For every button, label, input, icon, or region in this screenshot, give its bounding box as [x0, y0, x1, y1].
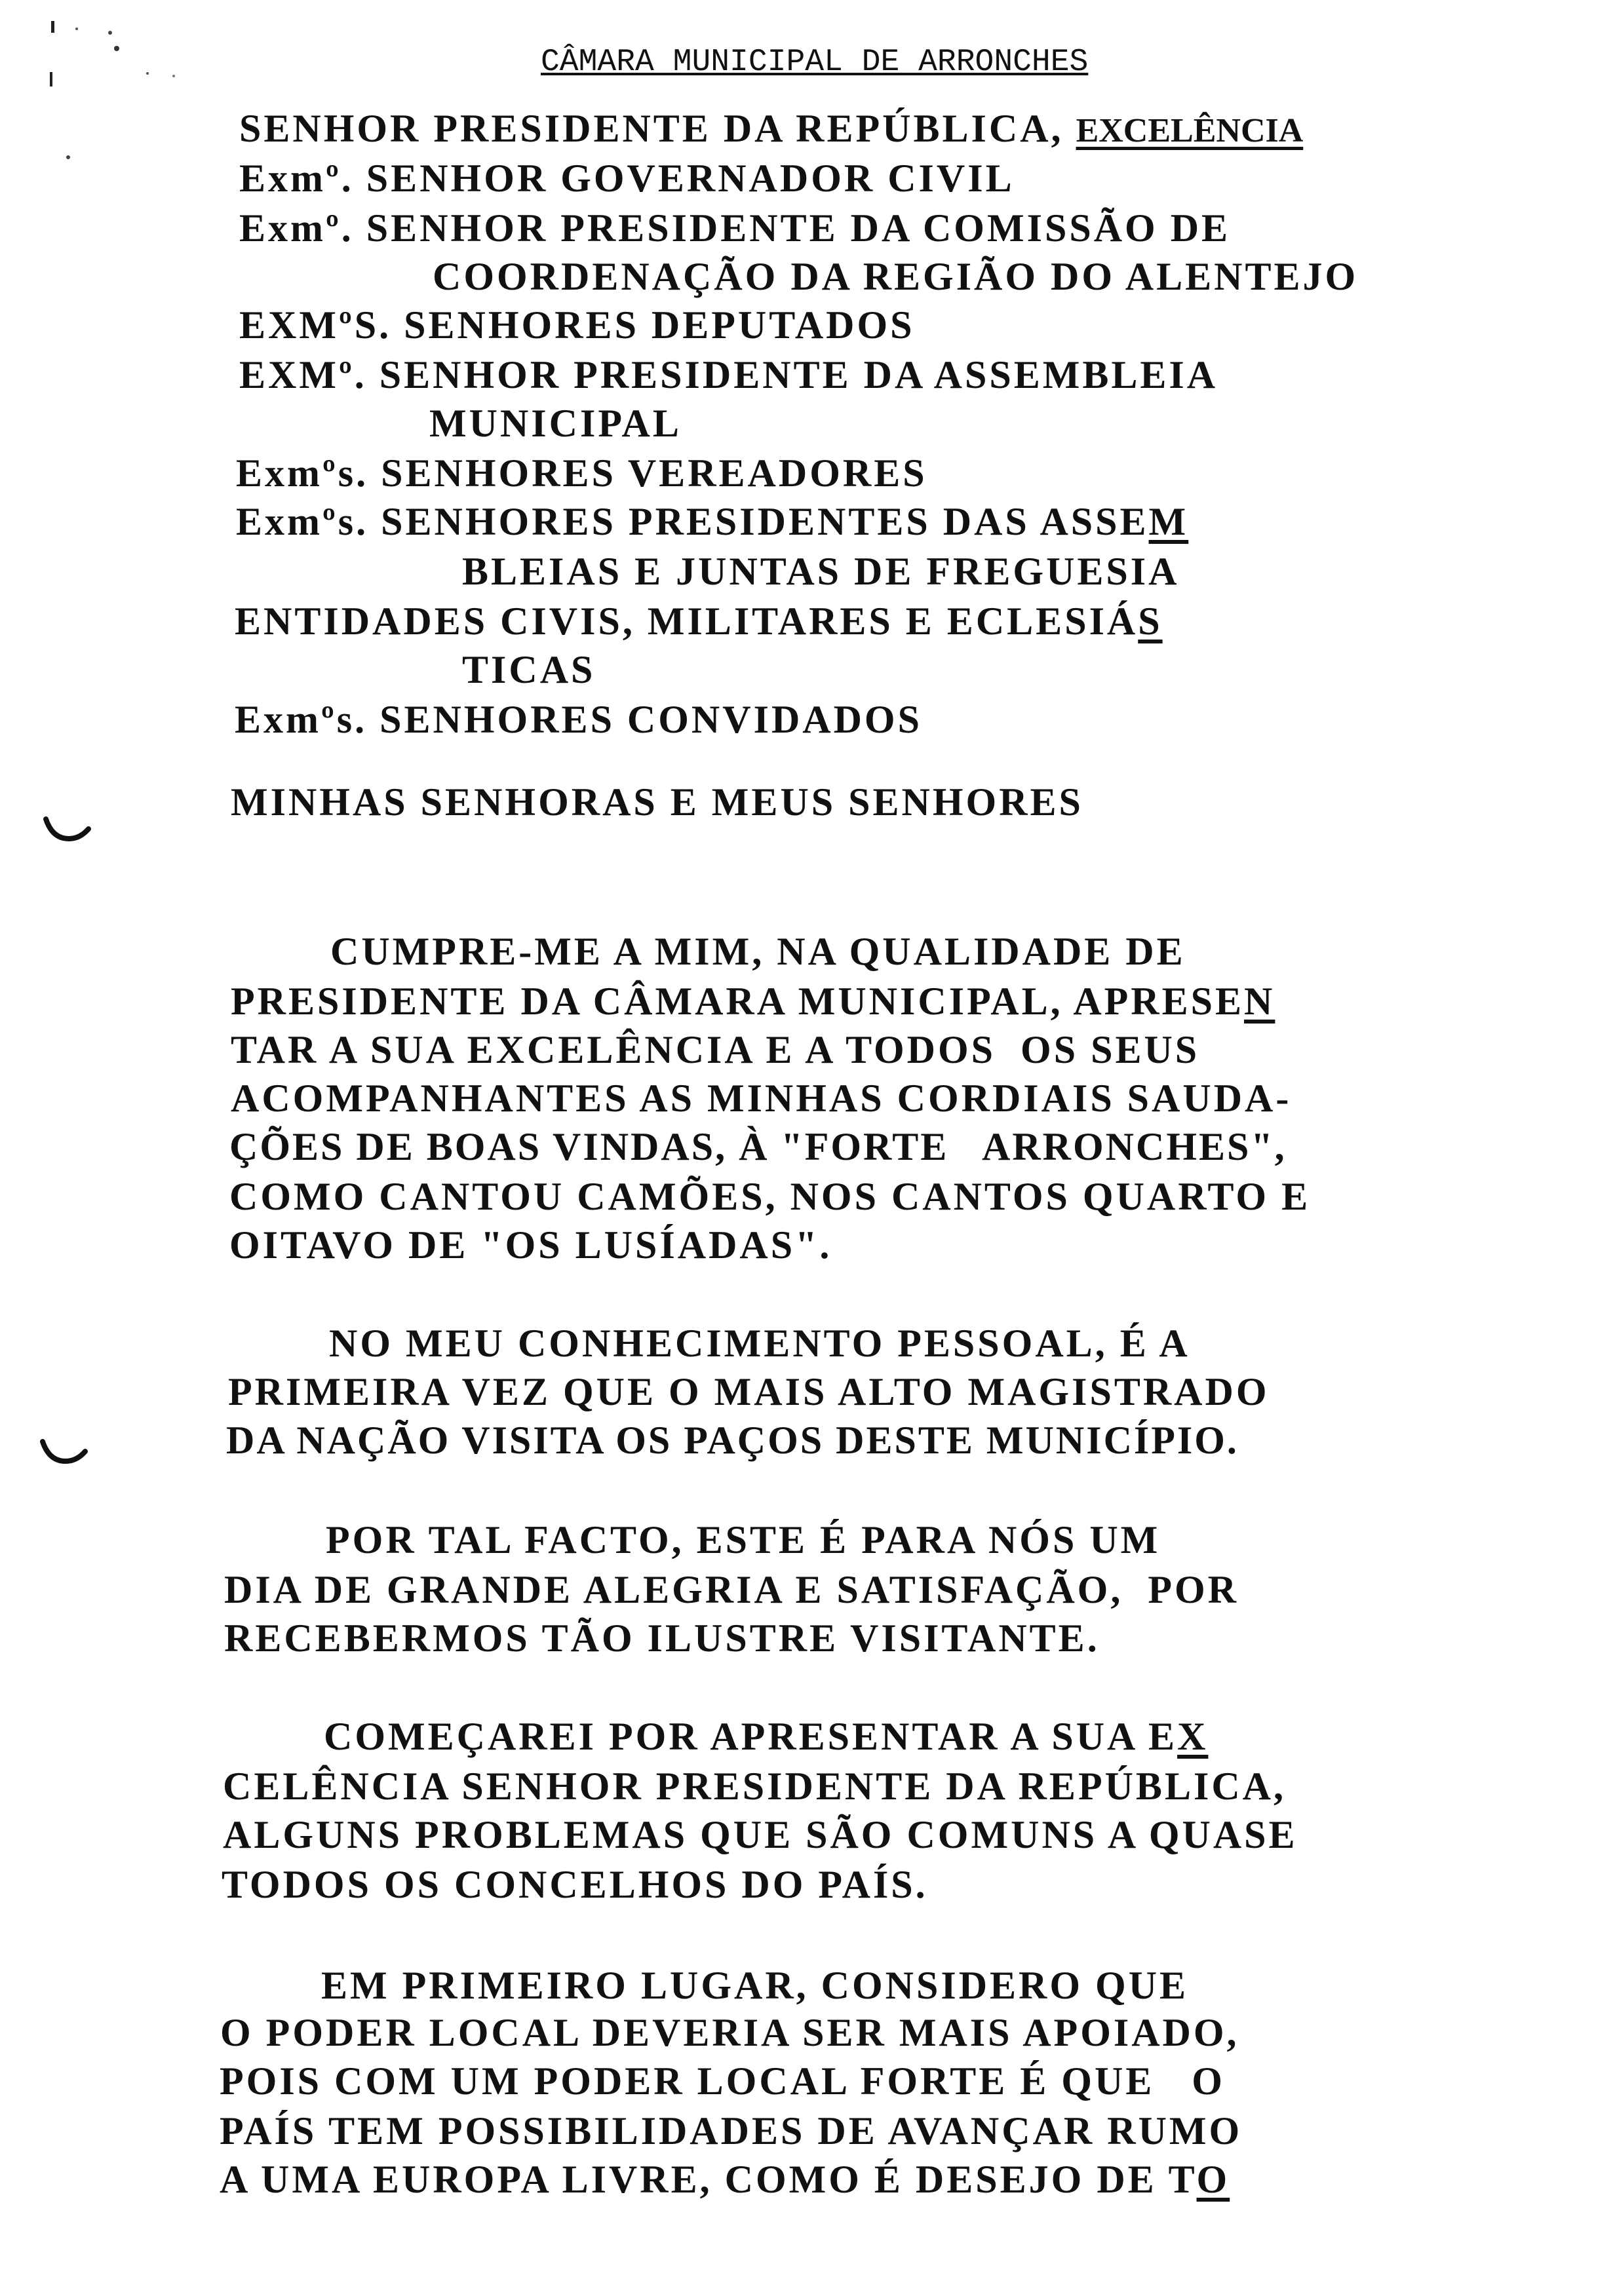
salutation-line: EXMºS. SENHORES DEPUTADOS [239, 303, 915, 347]
salutation-line [236, 502, 1188, 541]
punch-hole-mark-lower [36, 1435, 95, 1474]
paragraph-line [231, 982, 1275, 1021]
paragraph-line: POIS COM UM PODER LOCAL FORTE É QUE O [220, 2059, 1225, 2103]
salutation-line: TICAS [462, 648, 596, 691]
paragraph-line: POR TAL FACTO, ESTE É PARA NÓS UM [226, 1518, 1161, 1561]
salutation-text: SENHOR PRESIDENTE DA REPÚBLICA, [239, 107, 1064, 150]
paragraph-line: ALGUNS PROBLEMAS QUE SÃO COMUNS A QUASE [223, 1813, 1298, 1856]
salutation-line: Exmº. SENHOR GOVERNADOR CIVIL [239, 157, 1015, 200]
paragraph-text: N [1244, 980, 1275, 1023]
paragraph-text: O [1196, 2158, 1230, 2201]
salutation-text: S [1138, 600, 1163, 643]
punch-hole-mark-upper [39, 813, 98, 852]
paragraph-text: X [1177, 1715, 1209, 1758]
paragraph-line: OITAVO DE "OS LUSÍADAS". [229, 1223, 832, 1267]
salutation-text: ENTIDADES CIVIS, MILITARES E ECLESIÁ [235, 600, 1138, 643]
salutation-line: Exmºs. SENHORES VEREADORES [236, 451, 927, 495]
paragraph-line: ÇÕES DE BOAS VINDAS, À "FORTE ARRONCHES", [229, 1125, 1287, 1168]
paragraph-line: COMO CANTOU CAMÕES, NOS CANTOS QUARTO E [229, 1175, 1311, 1218]
salutation-line [235, 602, 1163, 641]
salutation-line: MINHAS SENHORAS E MEUS SENHORES [231, 780, 1083, 824]
paragraph-line: NO MEU CONHECIMENTO PESSOAL, É A [229, 1322, 1190, 1365]
paragraph-line: PRIMEIRA VEZ QUE O MAIS ALTO MAGISTRADO [228, 1370, 1270, 1413]
salutation-text: Exmºs. SENHORES PRESIDENTES DAS ASSE [236, 500, 1149, 543]
paragraph-line: RECEBERMOS TÃO ILUSTRE VISITANTE. [224, 1617, 1100, 1660]
paragraph-line: DIA DE GRANDE ALEGRIA E SATISFAÇÃO, POR [224, 1568, 1239, 1611]
salutation-line: Exmºs. SENHORES CONVIDADOS [235, 698, 922, 741]
paragraph-line: ACOMPANHANTES AS MINHAS CORDIAIS SAUDA- [231, 1077, 1292, 1120]
salutation-line [239, 109, 1303, 148]
paragraph-line: TODOS OS CONCELHOS DO PAÍS. [222, 1863, 928, 1906]
paragraph-line: PAÍS TEM POSSIBILIDADES DE AVANÇAR RUMO [220, 2109, 1243, 2152]
paragraph-line: EM PRIMEIRO LUGAR, CONSIDERO QUE [222, 1964, 1189, 2007]
paragraph-line: TAR A SUA EXCELÊNCIA E A TODOS OS SEUS [231, 1028, 1200, 1071]
paragraph-line [220, 2160, 1230, 2199]
paragraph-text: PRESIDENTE DA CÂMARA MUNICIPAL, APRESE [231, 980, 1245, 1023]
salutation-line: MUNICIPAL [429, 402, 682, 445]
salutation-text: EXCELÊNCIA [1076, 112, 1304, 149]
paragraph-line: CELÊNCIA SENHOR PRESIDENTE DA REPÚBLICA, [223, 1765, 1286, 1808]
salutation-text: M [1148, 500, 1189, 543]
paragraph-text: COMEÇAREI POR APRESENTAR A SUA E [224, 1715, 1178, 1758]
salutation-line: EXMº. SENHOR PRESIDENTE DA ASSEMBLEIA [239, 353, 1218, 396]
paragraph-line: CUMPRE-ME A MIM, NA QUALIDADE DE [231, 930, 1186, 973]
paragraph-line: DA NAÇÃO VISITA OS PAÇOS DESTE MUNICÍPIO. [226, 1419, 1239, 1462]
salutation-line: BLEIAS E JUNTAS DE FREGUESIA [462, 550, 1180, 593]
paragraph-line [224, 1717, 1208, 1756]
paragraph-text: A UMA EUROPA LIVRE, COMO É DESEJO DE T [220, 2158, 1197, 2201]
salutation-line: Exmº. SENHOR PRESIDENTE DA COMISSÃO DE [239, 206, 1231, 250]
paragraph-line: O PODER LOCAL DEVERIA SER MAIS APOIADO, [220, 2011, 1239, 2054]
letterhead-title: CÂMARA MUNICIPAL DE ARRONCHES [541, 45, 1089, 80]
salutation-line: COORDENAÇÃO DA REGIÃO DO ALENTEJO [433, 255, 1359, 298]
scan-specks [39, 13, 210, 170]
